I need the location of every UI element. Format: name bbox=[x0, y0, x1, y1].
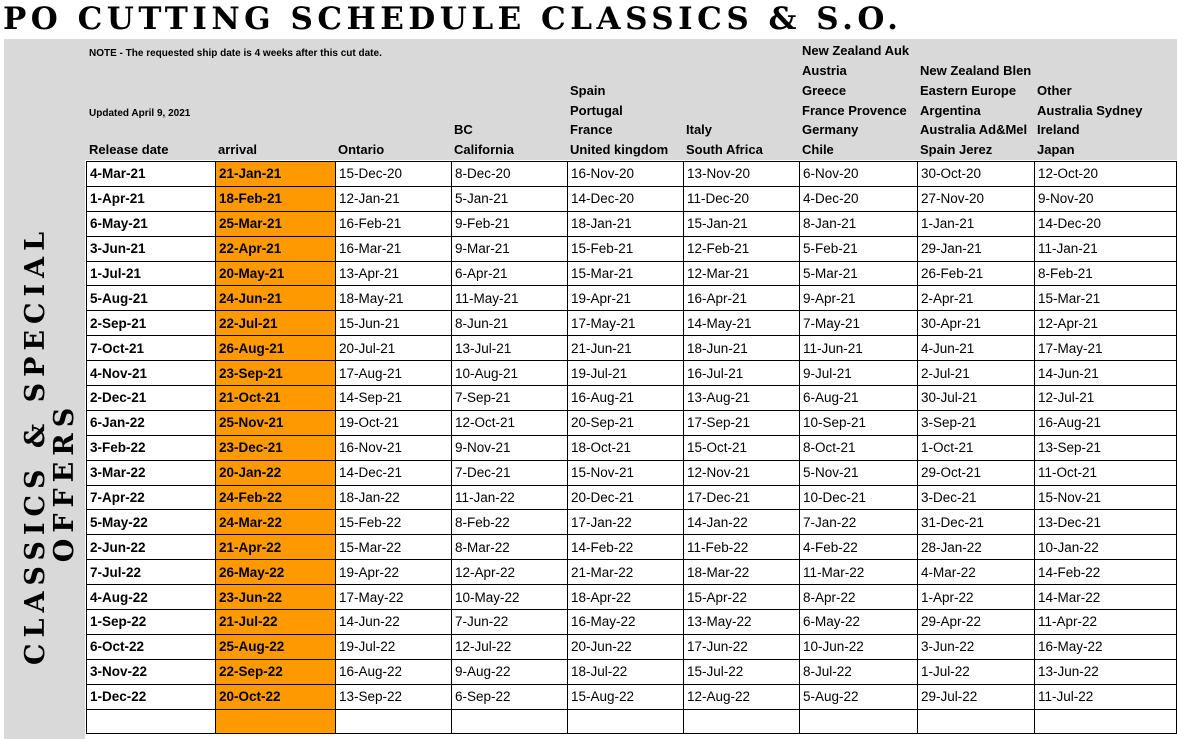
date-cell: 30-Oct-20 bbox=[918, 162, 1035, 187]
column-header-line: California bbox=[454, 142, 514, 158]
date-cell: 18-Jun-21 bbox=[684, 336, 800, 361]
date-cell: 30-Jul-21 bbox=[918, 386, 1035, 411]
date-cell: 8-Oct-21 bbox=[800, 435, 918, 460]
date-cell: 12-Nov-21 bbox=[684, 460, 800, 485]
date-cell: 1-Jul-22 bbox=[918, 659, 1035, 684]
date-cell: 29-Jul-22 bbox=[918, 684, 1035, 709]
release-date-cell: 7-Apr-22 bbox=[87, 485, 216, 510]
arrival-cell: 22-Sep-22 bbox=[216, 659, 336, 684]
column-header-line: Other bbox=[1037, 82, 1072, 98]
date-cell: 11-Jan-22 bbox=[452, 485, 568, 510]
date-cell: 5-Feb-21 bbox=[800, 236, 918, 261]
arrival-cell: 21-Jul-22 bbox=[216, 610, 336, 635]
date-cell: 10-Dec-21 bbox=[800, 485, 918, 510]
arrival-cell: 23-Jun-22 bbox=[216, 585, 336, 610]
table-row bbox=[87, 610, 1177, 635]
column-header-line: France bbox=[570, 122, 613, 138]
date-cell: 26-Feb-21 bbox=[918, 261, 1035, 286]
date-cell: 29-Oct-21 bbox=[918, 460, 1035, 485]
arrival-cell: 20-Jan-22 bbox=[216, 460, 336, 485]
date-cell: 8-Apr-22 bbox=[800, 585, 918, 610]
date-cell: 3-Jun-22 bbox=[918, 634, 1035, 659]
date-cell: 17-Dec-21 bbox=[684, 485, 800, 510]
date-cell: 11-Jan-21 bbox=[1035, 236, 1177, 261]
table-row bbox=[87, 236, 1177, 261]
date-cell: 13-Jun-22 bbox=[1035, 659, 1177, 684]
date-cell: 13-Nov-20 bbox=[684, 162, 800, 187]
arrival-cell: 26-May-22 bbox=[216, 560, 336, 585]
column-header-line: New Zealand Auk bbox=[802, 43, 910, 59]
date-cell: 29-Jan-21 bbox=[918, 236, 1035, 261]
table-row bbox=[87, 560, 1177, 585]
release-date-cell: 6-Oct-22 bbox=[87, 634, 216, 659]
arrival-cell bbox=[216, 709, 336, 734]
date-cell: 21-Jun-21 bbox=[568, 336, 684, 361]
date-cell: 15-Jan-21 bbox=[684, 211, 800, 236]
release-date-cell: 3-Mar-22 bbox=[87, 460, 216, 485]
date-cell: 18-May-21 bbox=[336, 286, 452, 311]
date-cell: 11-Dec-20 bbox=[684, 186, 800, 211]
date-cell: 11-Mar-22 bbox=[800, 560, 918, 585]
date-cell: 15-Jun-21 bbox=[336, 311, 452, 336]
date-cell: 15-Mar-22 bbox=[336, 535, 452, 560]
date-cell: 11-Oct-21 bbox=[1035, 460, 1177, 485]
date-cell: 15-Nov-21 bbox=[1035, 485, 1177, 510]
date-cell: 7-Sep-21 bbox=[452, 386, 568, 411]
arrival-cell: 21-Jan-21 bbox=[216, 162, 336, 187]
date-cell: 5-Aug-22 bbox=[800, 684, 918, 709]
date-cell: 13-Sep-21 bbox=[1035, 435, 1177, 460]
date-cell: 17-Aug-21 bbox=[336, 361, 452, 386]
date-cell: 17-Jun-22 bbox=[684, 634, 800, 659]
date-cell: 16-Aug-22 bbox=[336, 659, 452, 684]
date-cell: 30-Apr-21 bbox=[918, 311, 1035, 336]
arrival-cell: 25-Mar-21 bbox=[216, 211, 336, 236]
date-cell: 12-Jan-21 bbox=[336, 186, 452, 211]
date-cell: 12-Feb-21 bbox=[684, 236, 800, 261]
date-cell: 19-Apr-21 bbox=[568, 286, 684, 311]
column-header-line: Greece bbox=[802, 82, 847, 98]
date-cell: 9-Apr-21 bbox=[800, 286, 918, 311]
date-cell: 1-Jan-21 bbox=[918, 211, 1035, 236]
release-date-cell: 3-Nov-22 bbox=[87, 659, 216, 684]
date-cell: 11-Jul-22 bbox=[1035, 684, 1177, 709]
date-cell bbox=[336, 709, 452, 734]
updated-text: Updated April 9, 2021 bbox=[89, 108, 191, 119]
date-cell: 8-Jul-22 bbox=[800, 659, 918, 684]
date-cell: 14-Sep-21 bbox=[336, 386, 452, 411]
column-header-line: BC bbox=[454, 122, 473, 138]
date-cell: 3-Sep-21 bbox=[918, 410, 1035, 435]
release-date-cell: 5-Aug-21 bbox=[87, 286, 216, 311]
date-cell: 13-Sep-22 bbox=[336, 684, 452, 709]
date-cell: 10-Aug-21 bbox=[452, 361, 568, 386]
date-cell bbox=[1035, 709, 1177, 734]
column-header bbox=[218, 140, 257, 160]
date-cell: 14-Dec-21 bbox=[336, 460, 452, 485]
column-header-line: Chile bbox=[802, 142, 834, 158]
side-panel bbox=[4, 39, 85, 739]
release-date-cell: 4-Mar-21 bbox=[87, 162, 216, 187]
date-cell: 7-Dec-21 bbox=[452, 460, 568, 485]
date-cell: 20-Dec-21 bbox=[568, 485, 684, 510]
date-cell: 13-Apr-21 bbox=[336, 261, 452, 286]
column-header-line: New Zealand Blen bbox=[920, 63, 1032, 78]
release-date-cell bbox=[87, 709, 216, 734]
date-cell: 15-Apr-22 bbox=[684, 585, 800, 610]
date-cell: 8-Mar-22 bbox=[452, 535, 568, 560]
column-header bbox=[570, 81, 668, 160]
date-cell: 16-Feb-21 bbox=[336, 211, 452, 236]
release-date-cell: 1-Jul-21 bbox=[87, 261, 216, 286]
column-header-line: Japan bbox=[1037, 142, 1075, 158]
date-cell: 3-Dec-21 bbox=[918, 485, 1035, 510]
date-cell: 16-Aug-21 bbox=[568, 386, 684, 411]
release-date-cell: 5-May-22 bbox=[87, 510, 216, 535]
date-cell: 6-Nov-20 bbox=[800, 162, 918, 187]
date-cell: 5-Jan-21 bbox=[452, 186, 568, 211]
date-cell: 11-Jun-21 bbox=[800, 336, 918, 361]
date-cell: 9-Mar-21 bbox=[452, 236, 568, 261]
release-date-cell: 7-Oct-21 bbox=[87, 336, 216, 361]
date-cell: 12-Jul-22 bbox=[452, 634, 568, 659]
date-cell: 21-Mar-22 bbox=[568, 560, 684, 585]
date-cell: 18-Jan-22 bbox=[336, 485, 452, 510]
date-cell: 14-Mar-22 bbox=[1035, 585, 1177, 610]
date-cell: 4-Feb-22 bbox=[800, 535, 918, 560]
date-cell: 4-Mar-22 bbox=[918, 560, 1035, 585]
schedule-table bbox=[86, 161, 1177, 734]
date-cell: 11-May-21 bbox=[452, 286, 568, 311]
column-header bbox=[89, 140, 169, 160]
column-header-line: France Provence bbox=[802, 102, 907, 118]
note-text: NOTE - The requested ship date is 4 weeks after this cut date. bbox=[89, 48, 382, 59]
date-cell: 14-Dec-20 bbox=[568, 186, 684, 211]
column-header-line: Spain Jerez bbox=[920, 142, 993, 158]
column-header bbox=[920, 61, 1031, 160]
date-cell: 15-Oct-21 bbox=[684, 435, 800, 460]
date-cell: 15-Dec-20 bbox=[336, 162, 452, 187]
table-row bbox=[87, 510, 1177, 535]
column-header bbox=[338, 140, 384, 160]
date-cell: 4-Jun-21 bbox=[918, 336, 1035, 361]
date-cell: 1-Oct-21 bbox=[918, 435, 1035, 460]
date-cell: 15-Nov-21 bbox=[568, 460, 684, 485]
date-cell: 17-May-21 bbox=[568, 311, 684, 336]
date-cell: 16-Nov-20 bbox=[568, 162, 684, 187]
date-cell: 16-Aug-21 bbox=[1035, 410, 1177, 435]
date-cell: 18-Oct-21 bbox=[568, 435, 684, 460]
column-header-line: arrival bbox=[218, 142, 258, 158]
table-row bbox=[87, 311, 1177, 336]
arrival-cell: 22-Jul-21 bbox=[216, 311, 336, 336]
date-cell: 14-Jun-22 bbox=[336, 610, 452, 635]
date-cell: 8-Jun-21 bbox=[452, 311, 568, 336]
column-header bbox=[1037, 81, 1143, 160]
column-header-line: Eastern Europe bbox=[920, 82, 1017, 98]
date-cell: 17-Sep-21 bbox=[684, 410, 800, 435]
release-date-cell: 4-Aug-22 bbox=[87, 585, 216, 610]
date-cell: 12-Mar-21 bbox=[684, 261, 800, 286]
date-cell: 12-Oct-21 bbox=[452, 410, 568, 435]
date-cell: 1-Apr-22 bbox=[918, 585, 1035, 610]
arrival-cell: 25-Aug-22 bbox=[216, 634, 336, 659]
date-cell: 6-Apr-21 bbox=[452, 261, 568, 286]
date-cell: 9-Jul-21 bbox=[800, 361, 918, 386]
date-cell: 20-Jul-21 bbox=[336, 336, 452, 361]
arrival-cell: 21-Oct-21 bbox=[216, 386, 336, 411]
release-date-cell: 3-Jun-21 bbox=[87, 236, 216, 261]
date-cell: 15-Jul-22 bbox=[684, 659, 800, 684]
column-header-line: Ontario bbox=[338, 142, 385, 158]
date-cell: 19-Apr-22 bbox=[336, 560, 452, 585]
release-date-cell: 7-Jul-22 bbox=[87, 560, 216, 585]
table-row bbox=[87, 435, 1177, 460]
table-row bbox=[87, 186, 1177, 211]
arrival-cell: 26-Aug-21 bbox=[216, 336, 336, 361]
release-date-cell: 1-Apr-21 bbox=[87, 186, 216, 211]
table-row bbox=[87, 211, 1177, 236]
date-cell bbox=[568, 709, 684, 734]
date-cell: 8-Feb-22 bbox=[452, 510, 568, 535]
date-cell: 16-Apr-21 bbox=[684, 286, 800, 311]
date-cell: 18-Jul-22 bbox=[568, 659, 684, 684]
date-cell: 12-Jul-21 bbox=[1035, 386, 1177, 411]
table-row bbox=[87, 684, 1177, 709]
column-header-line: Spain bbox=[570, 82, 606, 98]
column-header-line: United kingdom bbox=[570, 142, 669, 158]
date-cell: 7-May-21 bbox=[800, 311, 918, 336]
date-cell: 12-Apr-21 bbox=[1035, 311, 1177, 336]
date-cell: 31-Dec-21 bbox=[918, 510, 1035, 535]
date-cell: 2-Jul-21 bbox=[918, 361, 1035, 386]
date-cell: 14-Feb-22 bbox=[568, 535, 684, 560]
date-cell: 14-Jun-21 bbox=[1035, 361, 1177, 386]
date-cell: 13-Aug-21 bbox=[684, 386, 800, 411]
arrival-cell: 18-Feb-21 bbox=[216, 186, 336, 211]
date-cell: 11-Apr-22 bbox=[1035, 610, 1177, 635]
table-row bbox=[87, 336, 1177, 361]
date-cell: 28-Jan-22 bbox=[918, 535, 1035, 560]
side-title-line-1: CLASSICS & SPECIAL bbox=[20, 225, 51, 665]
date-cell: 10-Sep-21 bbox=[800, 410, 918, 435]
date-cell: 5-Nov-21 bbox=[800, 460, 918, 485]
date-cell: 9-Nov-21 bbox=[452, 435, 568, 460]
table-row bbox=[87, 485, 1177, 510]
date-cell: 18-Jan-21 bbox=[568, 211, 684, 236]
date-cell: 7-Jan-22 bbox=[800, 510, 918, 535]
column-header bbox=[454, 120, 514, 160]
arrival-cell: 20-May-21 bbox=[216, 261, 336, 286]
release-date-cell: 3-Feb-22 bbox=[87, 435, 216, 460]
arrival-cell: 21-Apr-22 bbox=[216, 535, 336, 560]
date-cell: 17-May-21 bbox=[1035, 336, 1177, 361]
date-cell: 19-Jul-21 bbox=[568, 361, 684, 386]
table-row bbox=[87, 634, 1177, 659]
arrival-cell: 23-Dec-21 bbox=[216, 435, 336, 460]
column-header-line: Australia Sydney bbox=[1037, 102, 1143, 118]
date-cell: 20-Jun-22 bbox=[568, 634, 684, 659]
date-cell: 16-May-22 bbox=[568, 610, 684, 635]
column-header-line: Portugal bbox=[570, 102, 623, 118]
table-row bbox=[87, 535, 1177, 560]
date-cell: 13-Jul-21 bbox=[452, 336, 568, 361]
date-cell: 15-Feb-21 bbox=[568, 236, 684, 261]
table-row bbox=[87, 361, 1177, 386]
release-date-cell: 1-Sep-22 bbox=[87, 610, 216, 635]
side-title-line-2: OFFERS bbox=[49, 401, 80, 563]
date-cell: 9-Feb-21 bbox=[452, 211, 568, 236]
date-cell: 16-Mar-21 bbox=[336, 236, 452, 261]
date-cell: 15-Feb-22 bbox=[336, 510, 452, 535]
arrival-cell: 24-Mar-22 bbox=[216, 510, 336, 535]
date-cell: 9-Nov-20 bbox=[1035, 186, 1177, 211]
date-cell: 7-Jun-22 bbox=[452, 610, 568, 635]
table-row bbox=[87, 162, 1177, 187]
date-cell: 8-Feb-21 bbox=[1035, 261, 1177, 286]
table-row bbox=[87, 286, 1177, 311]
date-cell: 16-Nov-21 bbox=[336, 435, 452, 460]
date-cell: 18-Apr-22 bbox=[568, 585, 684, 610]
date-cell: 14-Feb-22 bbox=[1035, 560, 1177, 585]
date-cell: 6-Sep-22 bbox=[452, 684, 568, 709]
date-cell: 12-Aug-22 bbox=[684, 684, 800, 709]
column-header-line: Germany bbox=[802, 122, 859, 138]
date-cell bbox=[918, 709, 1035, 734]
date-cell: 5-Mar-21 bbox=[800, 261, 918, 286]
date-cell: 8-Jan-21 bbox=[800, 211, 918, 236]
date-cell: 15-Mar-21 bbox=[1035, 286, 1177, 311]
date-cell: 10-Jan-22 bbox=[1035, 535, 1177, 560]
date-cell: 10-Jun-22 bbox=[800, 634, 918, 659]
date-cell: 13-Dec-21 bbox=[1035, 510, 1177, 535]
column-header bbox=[802, 41, 909, 160]
date-cell: 9-Aug-22 bbox=[452, 659, 568, 684]
date-cell bbox=[684, 709, 800, 734]
column-header-line: Italy bbox=[686, 122, 713, 138]
table-row bbox=[87, 709, 1177, 734]
date-cell: 14-Dec-20 bbox=[1035, 211, 1177, 236]
column-header-line: Argentina bbox=[920, 102, 981, 118]
release-date-cell: 6-Jan-22 bbox=[87, 410, 216, 435]
date-cell: 19-Oct-21 bbox=[336, 410, 452, 435]
release-date-cell: 4-Nov-21 bbox=[87, 361, 216, 386]
release-date-cell: 2-Dec-21 bbox=[87, 386, 216, 411]
release-date-cell: 6-May-21 bbox=[87, 211, 216, 236]
table-row bbox=[87, 659, 1177, 684]
date-cell: 19-Jul-22 bbox=[336, 634, 452, 659]
table-row bbox=[87, 386, 1177, 411]
date-cell: 15-Mar-21 bbox=[568, 261, 684, 286]
table-row bbox=[87, 460, 1177, 485]
date-cell: 29-Apr-22 bbox=[918, 610, 1035, 635]
date-cell: 8-Dec-20 bbox=[452, 162, 568, 187]
date-cell: 4-Dec-20 bbox=[800, 186, 918, 211]
column-header-line: Australia Ad&Mel bbox=[920, 122, 1028, 138]
date-cell: 17-May-22 bbox=[336, 585, 452, 610]
arrival-cell: 22-Apr-21 bbox=[216, 236, 336, 261]
column-header-line: Release date bbox=[89, 142, 169, 158]
column-header-line: Ireland bbox=[1037, 122, 1080, 138]
column-header-line: South Africa bbox=[686, 142, 763, 158]
date-cell: 10-May-22 bbox=[452, 585, 568, 610]
date-cell: 6-May-22 bbox=[800, 610, 918, 635]
arrival-cell: 24-Jun-21 bbox=[216, 286, 336, 311]
date-cell: 12-Apr-22 bbox=[452, 560, 568, 585]
column-header bbox=[686, 120, 763, 160]
date-cell: 16-Jul-21 bbox=[684, 361, 800, 386]
release-date-cell: 1-Dec-22 bbox=[87, 684, 216, 709]
column-header-line: Austria bbox=[802, 62, 847, 78]
date-cell: 14-Jan-22 bbox=[684, 510, 800, 535]
table-row bbox=[87, 585, 1177, 610]
page-title: PO CUTTING SCHEDULE CLASSICS & S.O. bbox=[3, 1, 903, 37]
date-cell: 15-Aug-22 bbox=[568, 684, 684, 709]
date-cell: 20-Sep-21 bbox=[568, 410, 684, 435]
date-cell bbox=[452, 709, 568, 734]
table-row bbox=[87, 261, 1177, 286]
release-date-cell: 2-Sep-21 bbox=[87, 311, 216, 336]
date-cell: 2-Apr-21 bbox=[918, 286, 1035, 311]
date-cell: 18-Mar-22 bbox=[684, 560, 800, 585]
table-row bbox=[87, 410, 1177, 435]
date-cell: 6-Aug-21 bbox=[800, 386, 918, 411]
arrival-cell: 20-Oct-22 bbox=[216, 684, 336, 709]
date-cell bbox=[800, 709, 918, 734]
date-cell: 12-Oct-20 bbox=[1035, 162, 1177, 187]
date-cell: 27-Nov-20 bbox=[918, 186, 1035, 211]
arrival-cell: 24-Feb-22 bbox=[216, 485, 336, 510]
arrival-cell: 25-Nov-21 bbox=[216, 410, 336, 435]
date-cell: 16-May-22 bbox=[1035, 634, 1177, 659]
date-cell: 11-Feb-22 bbox=[684, 535, 800, 560]
date-cell: 13-May-22 bbox=[684, 610, 800, 635]
date-cell: 17-Jan-22 bbox=[568, 510, 684, 535]
arrival-cell: 23-Sep-21 bbox=[216, 361, 336, 386]
date-cell: 14-May-21 bbox=[684, 311, 800, 336]
release-date-cell: 2-Jun-22 bbox=[87, 535, 216, 560]
